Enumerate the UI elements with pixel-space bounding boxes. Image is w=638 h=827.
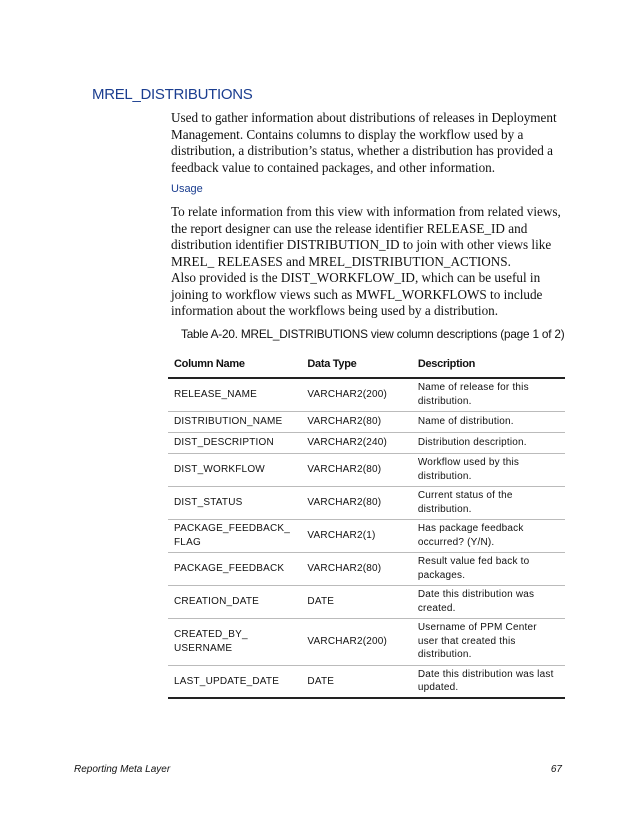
cell-description: Date this distribution was last updated. <box>412 665 565 698</box>
cell-description: Date this distribution was created. <box>412 585 565 618</box>
cell-description: Current status of the distribution. <box>412 486 565 519</box>
cell-column-name: DIST_STATUS <box>168 486 301 519</box>
cell-column-name: PACKAGE_FEEDBACK <box>168 552 301 585</box>
page-number: 67 <box>550 764 562 775</box>
cell-data-type: DATE <box>301 665 411 698</box>
usage-paragraph: To relate information from this view with information from related views, the report designer can use the release identifier RELEASE_ID and distribution identifier DISTRIBUTION_ID to join with other views like MREL_ RELEASES and MREL_DISTRIBUTION_ACTIONS. <box>171 204 561 269</box>
cell-column-name: CREATION_DATE <box>168 585 301 618</box>
table-row <box>168 453 565 486</box>
cell-description: Username of PPM Center user that created this distribution. <box>412 618 565 665</box>
usage-label: Usage <box>171 183 203 195</box>
table-caption: Table A-20. MREL_DISTRIBUTIONS view column descriptions (page 1 of 2) <box>181 327 565 341</box>
cell-data-type: VARCHAR2(1) <box>301 519 411 552</box>
cell-data-type: VARCHAR2(200) <box>301 618 411 665</box>
cell-description: Name of distribution. <box>412 411 565 432</box>
cell-column-name: DISTRIBUTION_NAME <box>168 411 301 432</box>
cell-data-type: VARCHAR2(80) <box>301 453 411 486</box>
cell-column-name: CREATED_BY_ USERNAME <box>168 618 301 665</box>
cell-column-name: DIST_DESCRIPTION <box>168 432 301 453</box>
footer-title: Reporting Meta Layer <box>74 764 171 775</box>
cell-description: Name of release for this distribution. <box>412 378 565 411</box>
column-descriptions-table <box>168 350 565 699</box>
intro-paragraph: Used to gather information about distributions of releases in Deployment Management. Contains columns to display the workflow used by a distribution, a distribution’s status, whether a distribution has provided a feedback value to contained packages, and other information. <box>171 110 557 175</box>
table-header-row <box>168 350 565 378</box>
cell-data-type: VARCHAR2(240) <box>301 432 411 453</box>
header-description: Description <box>412 350 565 378</box>
cell-column-name: LAST_UPDATE_DATE <box>168 665 301 698</box>
table-row <box>168 665 565 698</box>
cell-data-type: VARCHAR2(80) <box>301 486 411 519</box>
cell-column-name: DIST_WORKFLOW <box>168 453 301 486</box>
table-row <box>168 411 565 432</box>
table-row <box>168 486 565 519</box>
cell-data-type: VARCHAR2(80) <box>301 411 411 432</box>
cell-data-type: VARCHAR2(80) <box>301 552 411 585</box>
table-row <box>168 519 565 552</box>
cell-description: Has package feedback occurred? (Y/N). <box>412 519 565 552</box>
cell-description: Workflow used by this distribution. <box>412 453 565 486</box>
cell-data-type: VARCHAR2(200) <box>301 378 411 411</box>
cell-column-name: PACKAGE_FEEDBACK_ FLAG <box>168 519 301 552</box>
cell-data-type: DATE <box>301 585 411 618</box>
table-row <box>168 585 565 618</box>
table-row <box>168 378 565 411</box>
table-row <box>168 432 565 453</box>
usage-paragraph: Also provided is the DIST_WORKFLOW_ID, which can be useful in joining to workflow views such as MWFL_WORKFLOWS to include information about the workflows being used by a distribution. <box>171 270 543 319</box>
header-column-name: Column Name <box>168 350 301 378</box>
cell-description: Distribution description. <box>412 432 565 453</box>
table-row <box>168 552 565 585</box>
cell-column-name: RELEASE_NAME <box>168 378 301 411</box>
table-row <box>168 618 565 665</box>
section-title: MREL_DISTRIBUTIONS <box>92 86 253 103</box>
header-data-type: Data Type <box>301 350 411 378</box>
cell-description: Result value fed back to packages. <box>412 552 565 585</box>
